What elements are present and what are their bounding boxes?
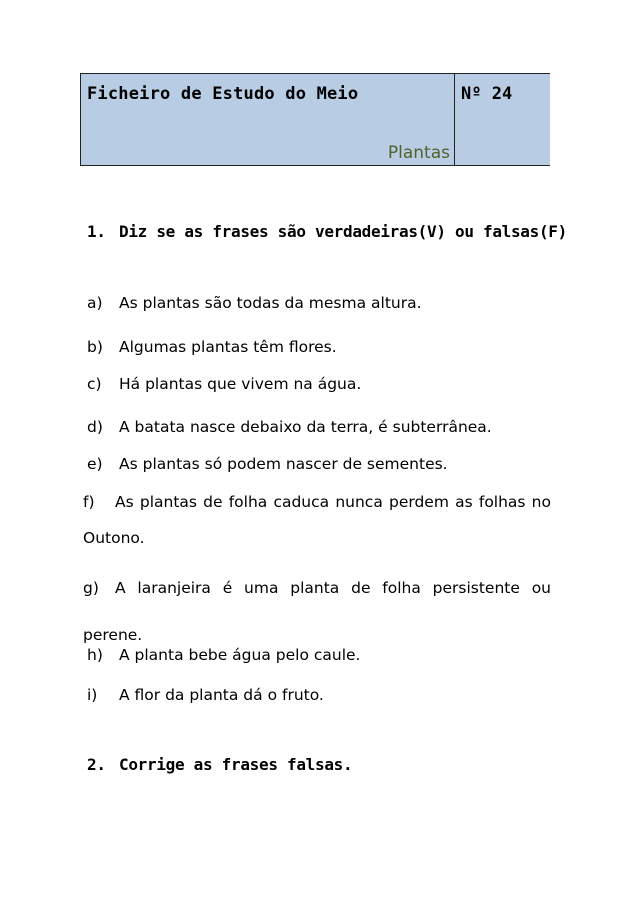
statement-e bbox=[87, 446, 550, 482]
statement-text: A planta bebe água pelo caule. bbox=[119, 646, 361, 664]
statement-text: A flor da planta dá o fruto. bbox=[119, 686, 324, 704]
statement-d bbox=[87, 409, 550, 445]
statement-a bbox=[87, 285, 550, 321]
statement-label: a) bbox=[87, 294, 103, 312]
question-1-number: 1. bbox=[87, 222, 106, 241]
statement-label: c) bbox=[87, 375, 102, 393]
statement-text: Algumas plantas têm flores. bbox=[119, 338, 337, 356]
question-1-heading bbox=[87, 222, 567, 241]
statement-f bbox=[83, 484, 551, 556]
question-2-text: Corrige as frases falsas. bbox=[119, 755, 353, 774]
statement-label: b) bbox=[87, 338, 103, 356]
statement-label: i) bbox=[87, 686, 98, 704]
header-title-cell bbox=[81, 74, 455, 165]
worksheet-title: Ficheiro de Estudo do Meio bbox=[87, 84, 359, 104]
worksheet-number: Nº 24 bbox=[461, 84, 513, 104]
header-number-cell bbox=[455, 74, 550, 165]
statement-b bbox=[87, 329, 550, 365]
statement-text: A laranjeira é uma planta de folha persistente ou perene. bbox=[83, 579, 551, 644]
statement-text: As plantas só podem nascer de sementes. bbox=[119, 455, 448, 473]
statement-label: e) bbox=[87, 455, 103, 473]
statement-label: d) bbox=[87, 418, 103, 436]
statement-label: f) bbox=[83, 493, 95, 511]
statement-text: A batata nasce debaixo da terra, é subterrânea. bbox=[119, 418, 492, 436]
worksheet-subject: Plantas bbox=[387, 143, 450, 163]
question-2-number: 2. bbox=[87, 755, 106, 774]
statement-text: Há plantas que vivem na água. bbox=[119, 375, 362, 393]
statement-i bbox=[87, 677, 550, 713]
worksheet-header bbox=[80, 73, 550, 166]
question-1-text: Diz se as frases são verdadeiras(V) ou falsas(F) bbox=[119, 222, 567, 241]
statement-label: h) bbox=[87, 646, 103, 664]
statement-text: As plantas de folha caduca nunca perdem as folhas no Outono. bbox=[83, 493, 551, 547]
statement-label: g) bbox=[83, 579, 99, 597]
statement-h bbox=[87, 637, 550, 673]
question-2-heading bbox=[87, 755, 352, 774]
statement-text: As plantas são todas da mesma altura. bbox=[119, 294, 422, 312]
statement-c bbox=[87, 366, 550, 402]
